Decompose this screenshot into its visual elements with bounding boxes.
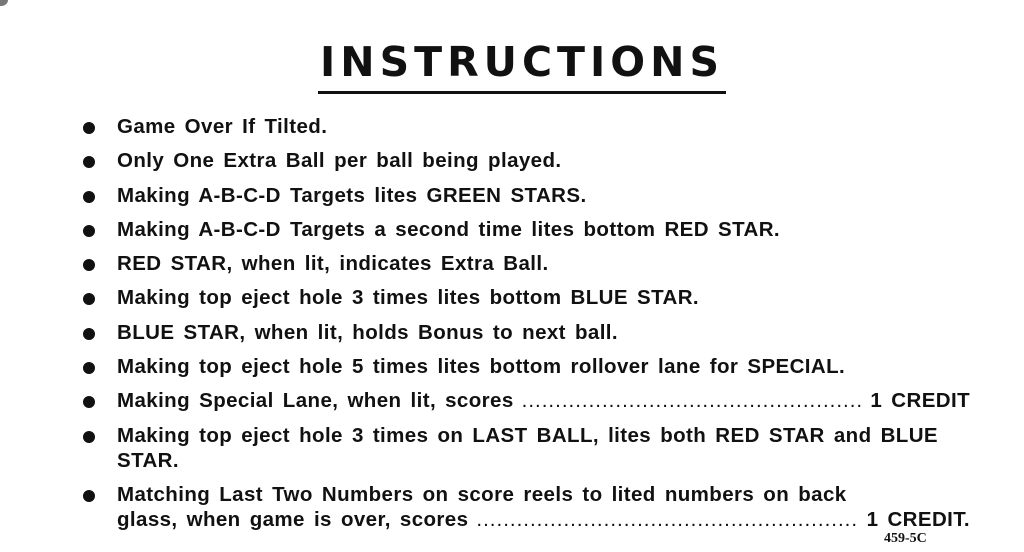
dot-leader	[476, 507, 858, 532]
bullet-icon	[83, 191, 95, 203]
list-item	[80, 148, 970, 173]
bullet-icon	[83, 293, 95, 305]
list-item	[80, 217, 970, 242]
item-text: Making A-B-C-D Targets lites GREEN STARS.	[117, 183, 587, 207]
item-text: RED STAR, when lit, indicates Extra Ball.	[117, 252, 549, 276]
bullet-icon	[83, 396, 95, 408]
item-text: Making Special Lane, when lit, scores	[117, 389, 514, 413]
bullet-icon	[83, 490, 95, 502]
bullet-icon	[83, 362, 95, 374]
item-value: 1 CREDIT	[870, 389, 970, 413]
item-leader-line	[117, 507, 970, 532]
list-item	[80, 285, 970, 310]
item-value: 1 CREDIT.	[866, 507, 970, 531]
title-underline	[318, 91, 726, 94]
bullet-icon	[83, 431, 95, 443]
instructions-list	[80, 114, 970, 541]
bullet-icon	[83, 328, 95, 340]
dot-leader	[522, 388, 863, 413]
list-item	[80, 388, 970, 413]
page-title: INSTRUCTIONS	[320, 38, 724, 86]
item-text: glass, when game is over, scores	[117, 507, 469, 531]
list-item	[80, 423, 970, 473]
item-text: Matching Last Two Numbers on score reels to lited numbers on back	[117, 482, 847, 506]
item-text: Making top eject hole 5 times lites bottom rollover lane for SPECIAL.	[117, 355, 846, 379]
list-item	[80, 114, 970, 139]
item-text: Making A-B-C-D Targets a second time lites bottom RED STAR.	[117, 217, 780, 241]
bullet-icon	[83, 259, 95, 271]
bullet-icon	[83, 122, 95, 134]
list-item	[80, 482, 970, 532]
list-item	[80, 251, 970, 276]
bullet-icon	[83, 225, 95, 237]
item-text: Game Over If Tilted.	[117, 115, 328, 138]
bullet-icon	[83, 156, 95, 168]
list-item	[80, 320, 970, 345]
item-leader-line	[117, 388, 970, 413]
item-text: BLUE STAR, when lit, holds Bonus to next ball.	[117, 320, 618, 344]
corner-scan-mark	[0, 0, 8, 6]
item-text: Making top eject hole 3 times lites bottom BLUE STAR.	[117, 286, 700, 310]
item-text: Only One Extra Ball per ball being played.	[117, 149, 562, 173]
list-item	[80, 354, 970, 379]
card-code: 459-5C	[884, 531, 927, 546]
item-text: Making top eject hole 3 times on LAST BALL, lites both RED STAR and BLUE STAR.	[117, 423, 938, 472]
list-item	[80, 183, 970, 208]
